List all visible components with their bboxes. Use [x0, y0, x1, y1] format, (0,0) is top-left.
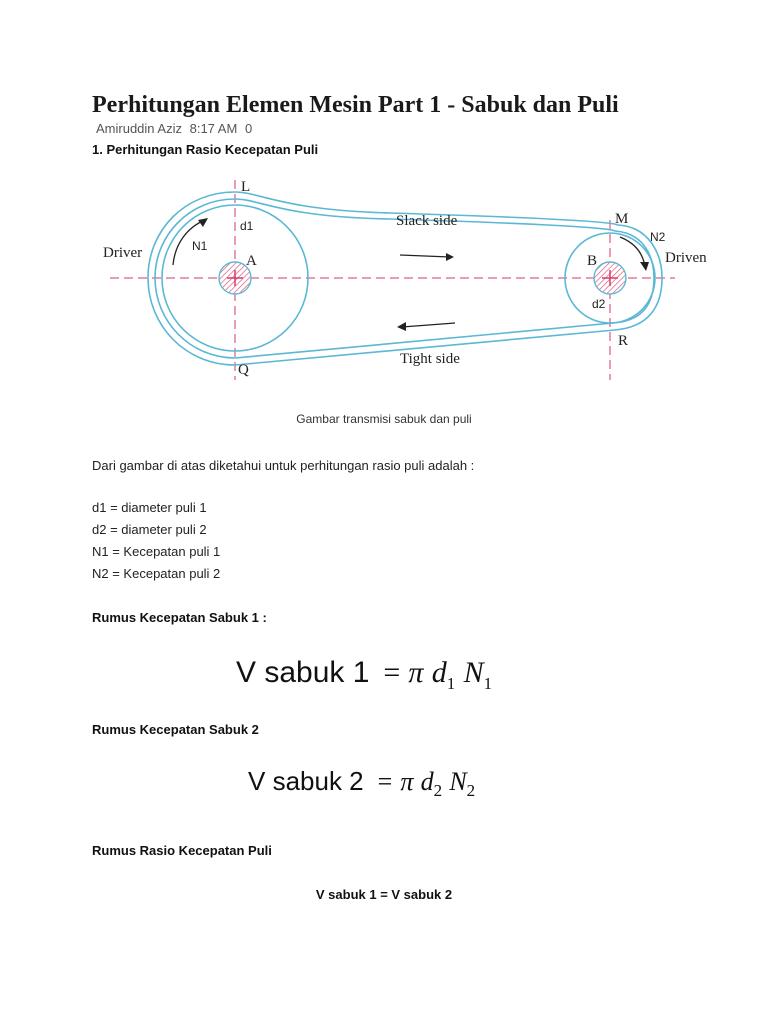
- label-d1: d1: [240, 219, 254, 233]
- formula1-d: $d_1$: [431, 656, 456, 693]
- label-driven: Driven: [665, 250, 707, 266]
- label-tight-side: Tight side: [400, 351, 460, 367]
- section-heading: 1. Perhitungan Rasio Kecepatan Puli: [92, 142, 319, 157]
- formula1-word: V sabuk 1: [236, 656, 370, 689]
- formula2-pi: π: [400, 767, 414, 796]
- label-driver: Driver: [103, 245, 143, 261]
- def-d2: d2 = diameter puli 2: [92, 522, 207, 537]
- ratio-heading: Rumus Rasio Kecepatan Puli: [92, 843, 272, 858]
- label-l: L: [241, 179, 251, 195]
- formula2-heading: Rumus Kecepatan Sabuk 2: [92, 722, 259, 737]
- def-n2: N2 = Kecepatan puli 2: [92, 566, 221, 581]
- figure-caption: Gambar transmisi sabuk dan puli: [296, 412, 472, 426]
- label-n1: N1: [192, 239, 208, 253]
- formula2-eq: =: [377, 767, 393, 796]
- post-title: Perhitungan Elemen Mesin Part 1 - Sabuk dan Puli: [92, 92, 619, 118]
- label-a: A: [246, 253, 257, 269]
- post-meta: [96, 121, 256, 136]
- formula1-heading: Rumus Kecepatan Sabuk 1 :: [92, 610, 267, 625]
- label-q: Q: [238, 362, 249, 378]
- belt-pulley-diagram: [90, 165, 707, 390]
- formula-v-sabuk-2: [248, 766, 475, 801]
- post-time[interactable]: 8:17 AM: [189, 121, 238, 136]
- comment-count[interactable]: 0: [244, 121, 253, 136]
- intro-text: Dari gambar di atas diketahui untuk perhitungan rasio puli adalah :: [92, 458, 475, 473]
- label-m: M: [615, 211, 629, 227]
- label-r: R: [618, 333, 629, 349]
- formula-v-sabuk-1: [236, 656, 492, 694]
- final-equation: V sabuk 1 = V sabuk 2: [315, 887, 453, 902]
- def-d1: d1 = diameter puli 1: [92, 500, 207, 515]
- formula2-d: $d_2$: [420, 767, 443, 801]
- slack-direction-arrow: [400, 255, 450, 257]
- label-b: B: [587, 253, 598, 269]
- tight-direction-arrow: [402, 323, 455, 327]
- formula1-eq: =: [383, 656, 401, 689]
- label-n2: N2: [650, 230, 666, 244]
- label-d2: d2: [592, 297, 606, 311]
- formula2-n: $N_2$: [449, 767, 476, 801]
- formula1-n: $N_1$: [463, 656, 493, 693]
- author-link[interactable]: Amiruddin Aziz: [96, 121, 182, 136]
- label-slack-side: Slack side: [396, 213, 458, 229]
- def-n1: N1 = Kecepatan puli 1: [92, 544, 221, 559]
- formula2-word: V sabuk 2: [248, 766, 364, 796]
- formula1-pi: π: [408, 656, 424, 689]
